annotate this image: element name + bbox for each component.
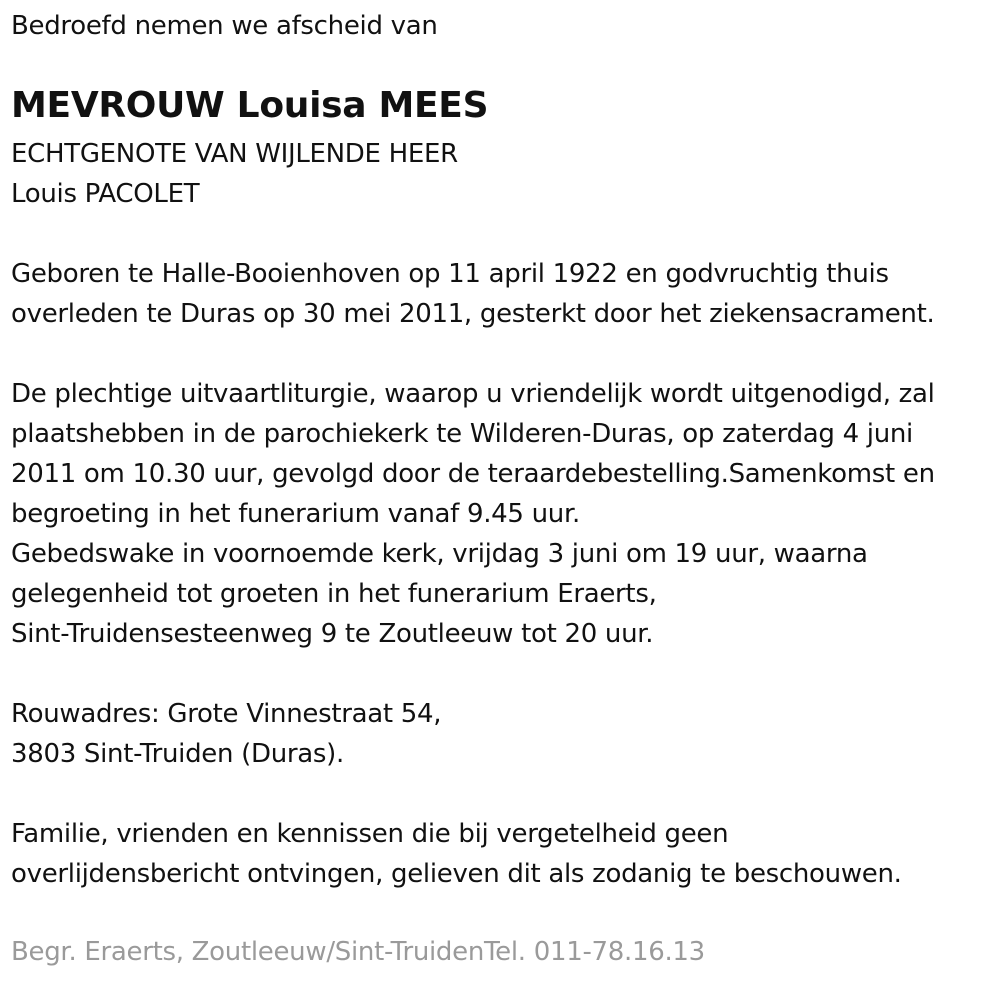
address-line: 3803 Sint-Truiden (Duras). (11, 739, 344, 769)
paragraph-line: gelegenheid tot groeten in het funerarium Eraerts, (11, 579, 657, 609)
funeral-home-footer: Begr. Eraerts, Zoutleeuw/Sint-TruidenTel. 011-78.16.13 (11, 937, 705, 967)
paragraph-line: Familie, vrienden en kennissen die bij vergetelheid geen (11, 819, 729, 849)
paragraph-line: 2011 om 10.30 uur, gevolgd door de teraardebestelling.Samenkomst en (11, 459, 935, 489)
deceased-name: MEVROUW Louisa MEES (11, 85, 489, 126)
address-line: Rouwadres: Grote Vinnestraat 54, (11, 699, 442, 729)
liturgy-paragraph (11, 374, 935, 654)
intro-text: Bedroefd nemen we afscheid van (11, 11, 438, 41)
paragraph-line: overleden te Duras op 30 mei 2011, gesterkt door het ziekensacrament. (11, 299, 935, 329)
spouse-line: Louis PACOLET (11, 179, 200, 209)
paragraph-line: Gebedswake in voornoemde kerk, vrijdag 3 juni om 19 uur, waarna (11, 539, 868, 569)
paragraph-line: Sint-Truidensesteenweg 9 te Zoutleeuw tot 20 uur. (11, 619, 654, 649)
paragraph-line: begroeting in het funerarium vanaf 9.45 uur. (11, 499, 580, 529)
family-paragraph (11, 814, 902, 894)
spouse-line: ECHTGENOTE VAN WIJLENDE HEER (11, 139, 458, 169)
paragraph-line: Geboren te Halle-Booienhoven op 11 april 1922 en godvruchtig thuis (11, 259, 889, 289)
mourning-address (11, 694, 441, 774)
paragraph-line: overlijdensbericht ontvingen, gelieven dit als zodanig te beschouwen. (11, 859, 902, 889)
birth-death-paragraph (11, 254, 934, 334)
paragraph-line: plaatshebben in de parochiekerk te Wilderen-Duras, op zaterdag 4 juni (11, 419, 913, 449)
spouse-block (11, 134, 458, 214)
paragraph-line: De plechtige uitvaartliturgie, waarop u vriendelijk wordt uitgenodigd, zal (11, 379, 935, 409)
